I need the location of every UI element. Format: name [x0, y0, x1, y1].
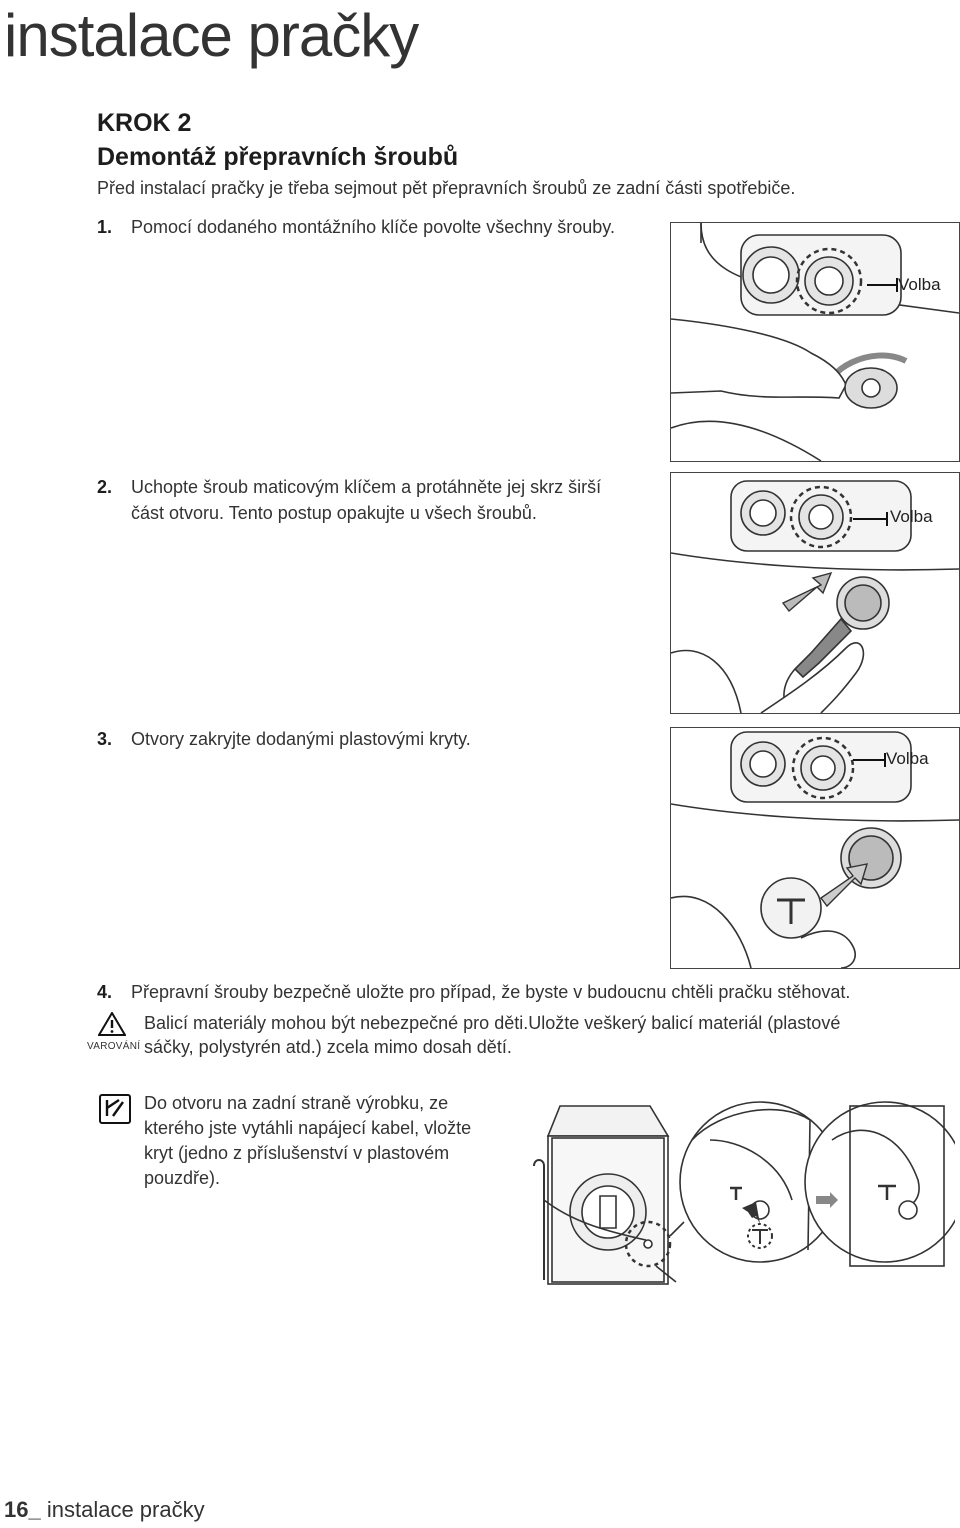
item-number: 2.: [97, 477, 113, 497]
item-text: část otvoru. Tento postup opakujte u všech šroubů.: [131, 503, 537, 523]
figure-power-cord-cover: [530, 1100, 955, 1290]
warning-text: Balicí materiály mohou být nebezpečné pro děti.Uložte veškerý balicí materiál (plastové: [144, 1013, 841, 1033]
item-text: Přepravní šrouby bezpečně uložte pro případ, že byste v budoucnu chtěli pračku stěhovat.: [131, 982, 851, 1002]
list-item: [97, 979, 947, 1005]
power-cord-cover-illustration: [530, 1100, 955, 1290]
warning-label: VAROVÁNÍ: [87, 1041, 141, 1052]
item-number: 3.: [97, 729, 113, 749]
figure-loosen-bolts: [670, 222, 960, 462]
step-label: KROK 2: [97, 109, 192, 137]
note-text: Do otvoru na zadní straně výrobku, ze: [144, 1093, 449, 1113]
page-title: instalace pračky: [4, 2, 419, 69]
volba-text-3: Volba: [886, 749, 929, 768]
note-block: [97, 1090, 517, 1200]
volba-text-2: Volba: [890, 507, 933, 526]
figure-remove-bolt: [670, 472, 960, 714]
warning-text: sáčky, polystyrén atd.) zcela mimo dosah dětí.: [144, 1037, 512, 1057]
step-subtitle: Demontáž přepravních šroubů: [97, 143, 459, 171]
volba-text-1: Volba: [898, 275, 941, 294]
list-item: [97, 726, 667, 752]
footer-section: instalace pračky: [46, 1497, 205, 1522]
item-text: Uchopte šroub maticovým klíčem a protáhněte jej skrz širší: [131, 477, 602, 497]
note-icon: [99, 1094, 131, 1124]
warning-block: [80, 1010, 940, 1070]
warning-icon: [98, 1012, 126, 1036]
page-footer: [4, 1497, 205, 1523]
step-intro: Před instalací pračky je třeba sejmout pět přepravních šroubů ze zadní části spotřebiče.: [97, 178, 796, 198]
item-text: Pomocí dodaného montážního klíče povolte všechny šrouby.: [131, 217, 615, 237]
note-text: pouzdře).: [144, 1168, 221, 1188]
item-text: Otvory zakryjte dodanými plastovými kryty.: [131, 729, 471, 749]
list-item: [97, 214, 677, 240]
wrench-illustration: [671, 223, 959, 461]
item-number: 1.: [97, 217, 113, 237]
figure-cover-holes: [670, 727, 960, 969]
page-number: 16_: [4, 1497, 41, 1522]
item-number: 4.: [97, 982, 113, 1002]
note-text: kryt (jedno z příslušenství v plastovém: [144, 1143, 450, 1163]
note-text: kterého jste vytáhli napájecí kabel, vložte: [144, 1118, 472, 1138]
list-item: [97, 474, 667, 526]
